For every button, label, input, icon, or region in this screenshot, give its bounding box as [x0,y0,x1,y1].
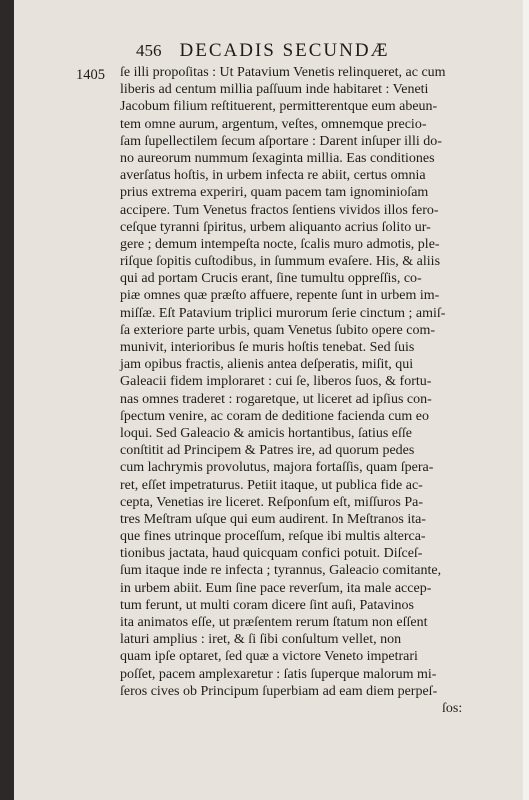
text-line: no aureorum nummum ſexaginta millia. Eas conditiones [120,150,435,166]
catchword: ſos: [442,700,463,716]
text-line: poſſet, pacem amplexaretur : ſatis ſuperque malorum mi- [120,666,437,682]
text-line: Jacobum filium reſtituerent, permitterentque eum abeun- [120,99,438,115]
text-line: riſque ſopitis cuſtodibus, in ſummum evaſere. His, & aliis [120,254,441,270]
text-line: cum lachrymis provolutus, majora fortaſſis, quam ſpera- [120,460,434,476]
text-line: nas omnes traderet : rogaretque, ut liceret ad ipſius con- [120,391,432,407]
text-line: ſpectum venire, ac coram de deditione facienda cum eo [120,408,430,424]
text-line: miſſæ. Eſt Patavium triplici murorum ſerie cinctum ; amiſ- [120,305,446,321]
text-line: jam opibus fractis, alienis antea deſperatis, miſit, qui [120,357,414,373]
text-line: qui ad portam Crucis erant, ſine tumultu oppreſſis, co- [120,271,422,287]
text-line: Galeacii fidem imploraret : cui ſe, liberos ſuos, & fortu- [120,374,432,390]
text-line: tem omne aurum, argentum, veſtes, omnemque precio- [120,116,427,132]
text-line: prius extrema experiri, quam pacem tam ignominioſam [120,185,429,201]
text-line: que fines utrinque proceſſum, reſque ibi multis alterca- [120,529,426,545]
text-line: munivit, interioribus ſe muris hoſtis tenebat. Sed ſuis [120,340,415,355]
text-line: cepta, Venetias ire liceret. Reſponſum eſt, miſſuros Pa- [120,494,423,510]
text-line: laturi amplius : iret, & ſi ſibi conſultum vellet, non [120,632,402,648]
text-line: gere ; demum intempeſta nocte, ſcalis muro admotis, ple- [120,236,440,252]
running-head: DECADIS SECUNDÆ [179,40,390,61]
text-line: conſtitit ad Principem & Patres ire, ad quorum pedes [120,443,415,459]
text-line: ſum itaque inde re infecta ; tyrannus, Galeacio comitante, [120,563,442,579]
text-line: ſe illi propoſitas : Ut Patavium Venetis relinqueret, ac cum [120,65,446,80]
text-line: ſeros cives ob Principum ſuperbiam ad eam diem perpeſ- [120,683,438,699]
text-line: ſa exteriore parte urbis, quam Venetus ſubito opere com- [120,322,436,338]
text-line: quam ipſe optaret, ſed quæ a victore Veneto impetrari [120,649,418,665]
text-line: accipere. Tum Venetus fractos ſentiens vividos illos fero- [120,202,439,218]
text-line: tionibus jactata, haud quicquam confici potuit. Diſceſ- [120,546,423,562]
text-line: ita animatos eſſe, ut præſentem rerum ſtatum non eſſent [120,615,428,630]
text-line: ſam ſupellectilem ſecum aſportare : Darent inſuper illi do- [120,133,442,149]
margin-year: 1405 [76,67,105,83]
text-line: ceſque tyranni ſpiritus, urbem aliquanto acrius ſolito ur- [120,219,431,235]
text-line: averſatus hoſtis, in urbem infecta re abiit, certus omnia [120,168,426,184]
page-number: 456 [136,41,162,60]
text-line: liberis ad centum millia paſſuum inde habitaret : Veneti [120,82,429,98]
page-header [136,40,516,62]
text-line: tum ferunt, ut multi coram dicere ſint auſi, Patavinos [120,597,414,613]
text-line: loqui. Sed Galeacio & amicis hortantibus, ſatius eſſe [120,425,412,441]
text-line: piæ omnes quæ præſto affuere, repente ſunt in urbem im- [120,288,440,304]
text-line: tres Meſtram uſque qui eum audirent. In Meſtranos ita- [120,511,426,527]
body-text [120,64,529,717]
text-line: in urbem abiit. Eum ſine pace reverſum, ita male accep- [120,580,432,596]
text-line: ret, eſſet impetraturus. Petiit itaque, ut publica fide ac- [120,477,423,493]
